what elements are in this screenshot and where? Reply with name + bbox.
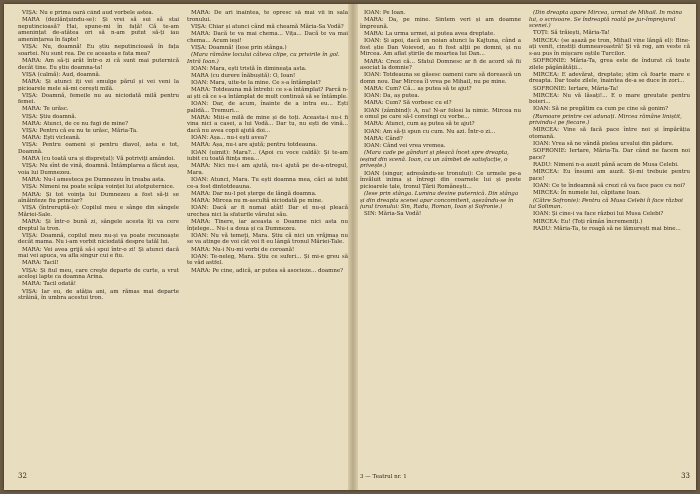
dialogue-line: MARA: Când? (364, 135, 403, 142)
dialogue-line: MARA: Vei avea grijă să-i spui într-o zi! Și atunci dacă mai vei apuca, va afla singur cui e fiu. (18, 246, 179, 260)
dialogue-line: IOAN: Dacă ar fi numai atât! Dar el nu-și pleacă urechea nici la sfaturile vărului său. (187, 205, 348, 218)
dialogue-line: IOAN: Dar, de acum, înainte de a intra eu... Ești palidă... Tremuri... (187, 101, 348, 114)
dialogue-line: MARA: Te urăsc. (22, 106, 69, 113)
dialogue-line: SOFRONIE: Iertare, Măria-Ta. Dar când ne facem noi pace? (529, 148, 690, 161)
dialogue-line: MARA: Nici nu-i am ajută, nu-i ajută pe de-a-ntregul, Mara. (187, 163, 348, 176)
dialogue-line: VIȘA (întreruptă-o): Copilul meu e sânge din sângele Măriei-Sale. (18, 205, 179, 218)
dialogue-line: (Mara cade pe gânduri și pleacă încet spre dreapta, ieșind din scenă. Ioan, cu un zâmbet de satisfacție, o privește.) (360, 150, 509, 170)
dialogue-line: MARA: Atunci, cum aș putea să te ajut? (364, 121, 475, 128)
dialogue-line: MIRCEA: Eu! (Toți rămân încremeniți.) (533, 218, 643, 225)
dialogue-line: MIRCEA: În numele lui, căpitane Ioan. (533, 190, 641, 197)
dialogue-line: IOAN: Și cine-i va face război lui Musa Celebi? (533, 211, 664, 218)
dialogue-line: MARA: Miii-e milă de mine și de toți. Aceasta-i nu-i fi vina nici a casei, a lui Vodă... Dar tu, nu ești de vină... dacă nu avea copii ajută doi... (187, 114, 348, 135)
dialogue-line: MIRCEA: Vine să facă pace între noi și împărăția otomană. (529, 127, 690, 141)
left-column-1 (18, 10, 179, 456)
dialogue-line: MARA: Am să-ți arăt într-o zi că sunt mai puternică decât tine. Eu știu doamna-ta! (18, 57, 179, 71)
dialogue-line: IOAN: Și apoi, dacă un noian atunci la Kajtuna, când a fost știe Dan Voievod, au fi fost alții pe domni, și nu Mircea. Am aflat știrile de moartea lui Dan... (360, 38, 521, 58)
dialogue-line: MARA: Și atunci iți vei smulge părul și vei veni la picioarele mele să-mi cerești milă. (18, 78, 179, 92)
dialogue-line: VIȘA: Doamnă, femeile nu au niciodată milă pentru femei. (18, 92, 179, 106)
dialogue-line: TOȚI: Să trăiești, Măria-Ta! (533, 30, 610, 37)
dialogue-line: MARA: Atunci, de ce nu fugi de mine? (22, 120, 129, 127)
dialogue-line: VIȘA: Nu sînt de vină, doamnă. Întâmplarea a făcut așa, voia lui Dumnezeu. (18, 163, 179, 176)
dialogue-line: VIȘA: Și fiul meu, care creşte departe de curte, a vrut aceloşi lapte ca doamna Arina. (18, 267, 179, 281)
dialogue-line: MIRCEA: E adevărat, dreptate; știm că foarte mare e dreapta. Dar toate zilele, înaintea de-a se duce în zori... (529, 71, 690, 85)
dialogue-line: MARA: Cum? Să vorbesc cu el? (364, 100, 452, 107)
dialogue-line: MARA: Dar nu-l pot șterge de lângă doamna. (191, 190, 317, 197)
dialogue-line: MARA: Mircea nu m-ascultă niciodată pe mine. (191, 198, 323, 205)
dialogue-line: VIȘA: Nimeni nu poate scăpa voinței lui atotputernice. (22, 184, 175, 191)
dialogue-line: VIȘA (calmă): Aud, doamnă. (22, 71, 101, 78)
dialogue-line: MARA: De ari înaintea, te opresc să mai vii în sala tronului. (187, 10, 348, 23)
dialogue-line: IOAN (singur, adresându-se tronului): Ce urmele pe-a învăluit inima și întregi din coarnele lui și peste picioarele tale, tronul Țării Românești... (360, 170, 521, 190)
dialogue-line: MARA: Da, pe mine. Sintem veri și am doamne împreună. (360, 17, 521, 30)
dialogue-line: IOAN: Nu vă temeți, Mara. Știu că nici un vrăjmaș nu se va atinge de voi cât voi fi eu lângă tronul Măriei-Tale. (187, 232, 348, 246)
dialogue-line: MIRCEA: (se așază pe tron, Mihail vine lângă el): Bine-ați venit, cinstiți dumneavoastră! Și vă rog, am veste că s-au pus în mișcare oștile Turcilor. (529, 37, 690, 57)
dialogue-line: (Mara rămâne locului câteva clipe, cu privirile în gol. Intră Ioan.) (187, 51, 340, 65)
dialogue-line: MARA (dezlănțuindu-se): Și vrei să sui să stai neputincioasă? Hai, spune-mi în față! Că te-am amenințat de-atâtea ori să n-am putut să-ți iau amenințarea în fapte! (18, 17, 179, 43)
dialogue-line: (Către Sofronie): Pentru că Musa Celebi îi face război lui Soliman. (529, 197, 683, 211)
dialogue-line: MARA (cu toată ura și disprețul): Vă potriviți amândoi. (22, 156, 175, 163)
dialogue-line: MARA: Nu-i Nu-mi vorbi de coroană! (191, 246, 295, 253)
dialogue-line: MARA: Nu-l amesteca pe Dumnezeu în treaba asta. (22, 177, 166, 184)
right-column-1 (360, 10, 521, 456)
dialogue-line: IOAN: Când vei vrea vremea. (364, 143, 446, 149)
dialogue-line: VIȘA: Nu, doamnă! Eu știu neputincioasă în fața soartei. Nu sunt rea. De ce aceasta e fata mea? (18, 44, 179, 57)
dialogue-line: VIȘA: Pentru oameni și pentru diavol, asta e tot, Doamnă. (18, 142, 179, 155)
book-gutter (348, 4, 358, 490)
dialogue-line: IOAN: Am să-ți spun cu cum. Nu azi. Într-o zi... (364, 128, 496, 135)
dialogue-line: MARA (cu durere înăbușită): O, Ioan! (191, 72, 296, 79)
dialogue-line: VIȘA: Știu doamnă. (22, 113, 77, 120)
dialogue-line: MIRCEA: Nu vă lăsați!... E o mare greutate pentru boieri... (529, 92, 690, 106)
dialogue-line: IOAN: Să ne pregătim ca cum pe cine să gonim? (533, 106, 669, 113)
dialogue-line: VIȘA: Doamnă, copilul meu nu-și va poate recunoaște decât mama. Nu i-am vorbit niciodată despre tatăl lui. (18, 232, 179, 246)
dialogue-line: IOAN: Mara, ești tristă în dimineața asta. (191, 65, 307, 72)
dialogue-line: MARA: Și tot voința lui Dumnezeu a fost să-ți se aînăinteze fiu princiar? (18, 191, 179, 205)
dialogue-line: IOAN: Ce te îndeamnă să crezi că va face pace cu noi? (533, 183, 686, 190)
dialogue-line: VIȘA: Pentru că eu nu te urăsc, Măria-Ta. (22, 128, 138, 135)
dialogue-line: MARA: Tacil! (22, 260, 59, 267)
dialogue-line: MARA: Pe cine, adică, ar putea să asocieze... doamne? (191, 267, 344, 274)
dialogue-line: (Iese prin stânga. Lumina devine puternică. Din stânga și din dreapta scenei apar concomitent, așezându-se în jurul tronului: Sin, Radu, Roman, Ioan și Sofronie.) (360, 190, 519, 211)
dialogue-line: IOAN: Vrea să ne vândă pielea ursului din pădure. (533, 141, 674, 148)
footer-signature-mark: 3 — Teatrul nr. 1 (360, 474, 407, 480)
right-column-2 (529, 10, 690, 456)
dialogue-line: IOAN: Te-neleg, Mara. Știu ce suferi... Și mi-e greu să te văd astfel. (187, 253, 348, 267)
dialogue-line: MARA: Și într-o bună zi, sângele acesta îți va cere dreptul la tron. (18, 219, 179, 232)
dialogue-line: RADU: Nimeni n-a auzit până acum de Musa Celebi. (533, 162, 679, 169)
dialogue-line: VIȘA: Iar eu, de atâția ani, am rămas mai departe străină, în umbra acestui tron. (18, 288, 179, 302)
dialogue-line: IOAN (zâmbind): A, nu! N-ar folosi la nimic. Mircea nu e omul pe care să-l convingi cu vorbe... (360, 107, 521, 121)
dialogue-line: IOAN: Atunci, Mara. Tu ești doamna mea, căci ai iubit ce-a fost dintotdeauna. (187, 177, 348, 190)
dialogue-line: VIȘA: Chiar și atunci când mă cheamă Măria-Sa Vodă? (191, 23, 344, 30)
left-column-2 (187, 10, 348, 456)
dialogue-line: MARA: Tinere, iar aceasta e Doamne nici asta nu înțelege... Nu-i a doua și ca Dumnezeu. (187, 219, 348, 232)
dialogue-line: IOAN: Mara, uite-te la mine. Ce s-a întâmplat? (191, 80, 321, 87)
dialogue-line: VIȘA: Doamnă! (Iese prin stânga.) (191, 44, 287, 51)
dialogue-line: MARA: Cum? Că... aș putea să te ajut? (364, 86, 472, 93)
dialogue-line: MARA: Crezi că... Sfatul Domnesc ar fi de acord să fii asociat la domnie? (360, 58, 521, 72)
dialogue-line: MARA: La urma urmei, ai putea avea dreptate. (364, 30, 495, 37)
dialogue-line: MARA: Totdeauna mă întrebi: ce s-a întâmplat? Parcă n-ai ști că ce s-a întâmplat de mult continuă să se întâmple. (187, 87, 348, 100)
dialogue-line: IOAN: Totdeauna se găsesc oameni care să dorească un domn nou. Dar Mircea îl vrea pe Mihail, nu pe mine. (360, 72, 521, 85)
page-number-right: 33 (681, 472, 690, 480)
dialogue-line: MIRCEA: Eu însumi am auzit. Și-mi trebuie pentru pace! (529, 169, 690, 182)
dialogue-line: (Rumoare printre cei adunați. Mircea rămâne liniștit, privindu-i pe fiecare.) (529, 113, 682, 127)
dialogue-line: MARA: Așa, nu-i are ajută; pentru totdeauna. (191, 142, 318, 149)
book-spread (4, 4, 696, 490)
dialogue-line: SOFRONIE: Măria-Ta, grea este de îndurat că toate zilele păgânătății... (529, 57, 690, 71)
dialogue-line: RADU: Măria-Ta, te roagă să ne lămurești mai bine... (533, 225, 681, 232)
dialogue-line: VIȘA: Nu e prima oară când aud vorbele astea. (22, 10, 154, 16)
dialogue-line: (Din dreapta apare Mircea, urmat de Mihail. În mâna lui, o scrisoare. Se îndreaptă roată pe jur-împrejurul scenei.) (529, 10, 683, 30)
dialogue-line: IOAN: Așa... nu-i ești avea? (191, 135, 268, 142)
dialogue-line: IOAN (uimit): Mara?... (Apoi cu voce caldă): Și te-am iubit cu toată ființa mea... (187, 149, 348, 163)
right-page (360, 10, 690, 484)
page-number-left: 32 (18, 472, 27, 480)
dialogue-line: MARA: Ești vicleană. (22, 135, 81, 142)
dialogue-line: SIN: Măria-Sa Vodă! (364, 211, 422, 218)
dialogue-line: MARA: Dacă te va mai chema... Vița... Dacă te va mai chema... Acum ieși! (187, 30, 348, 44)
left-page (18, 10, 348, 484)
dialogue-line: IOAN: Da, aș putea. (364, 93, 420, 100)
dialogue-line: IOAN: Pe Ioan. (364, 10, 406, 16)
dialogue-line: MARA: Tacil odată! (22, 281, 76, 288)
dialogue-line: SOFRONIE: Iertare, Măria-Ta! (533, 85, 619, 92)
